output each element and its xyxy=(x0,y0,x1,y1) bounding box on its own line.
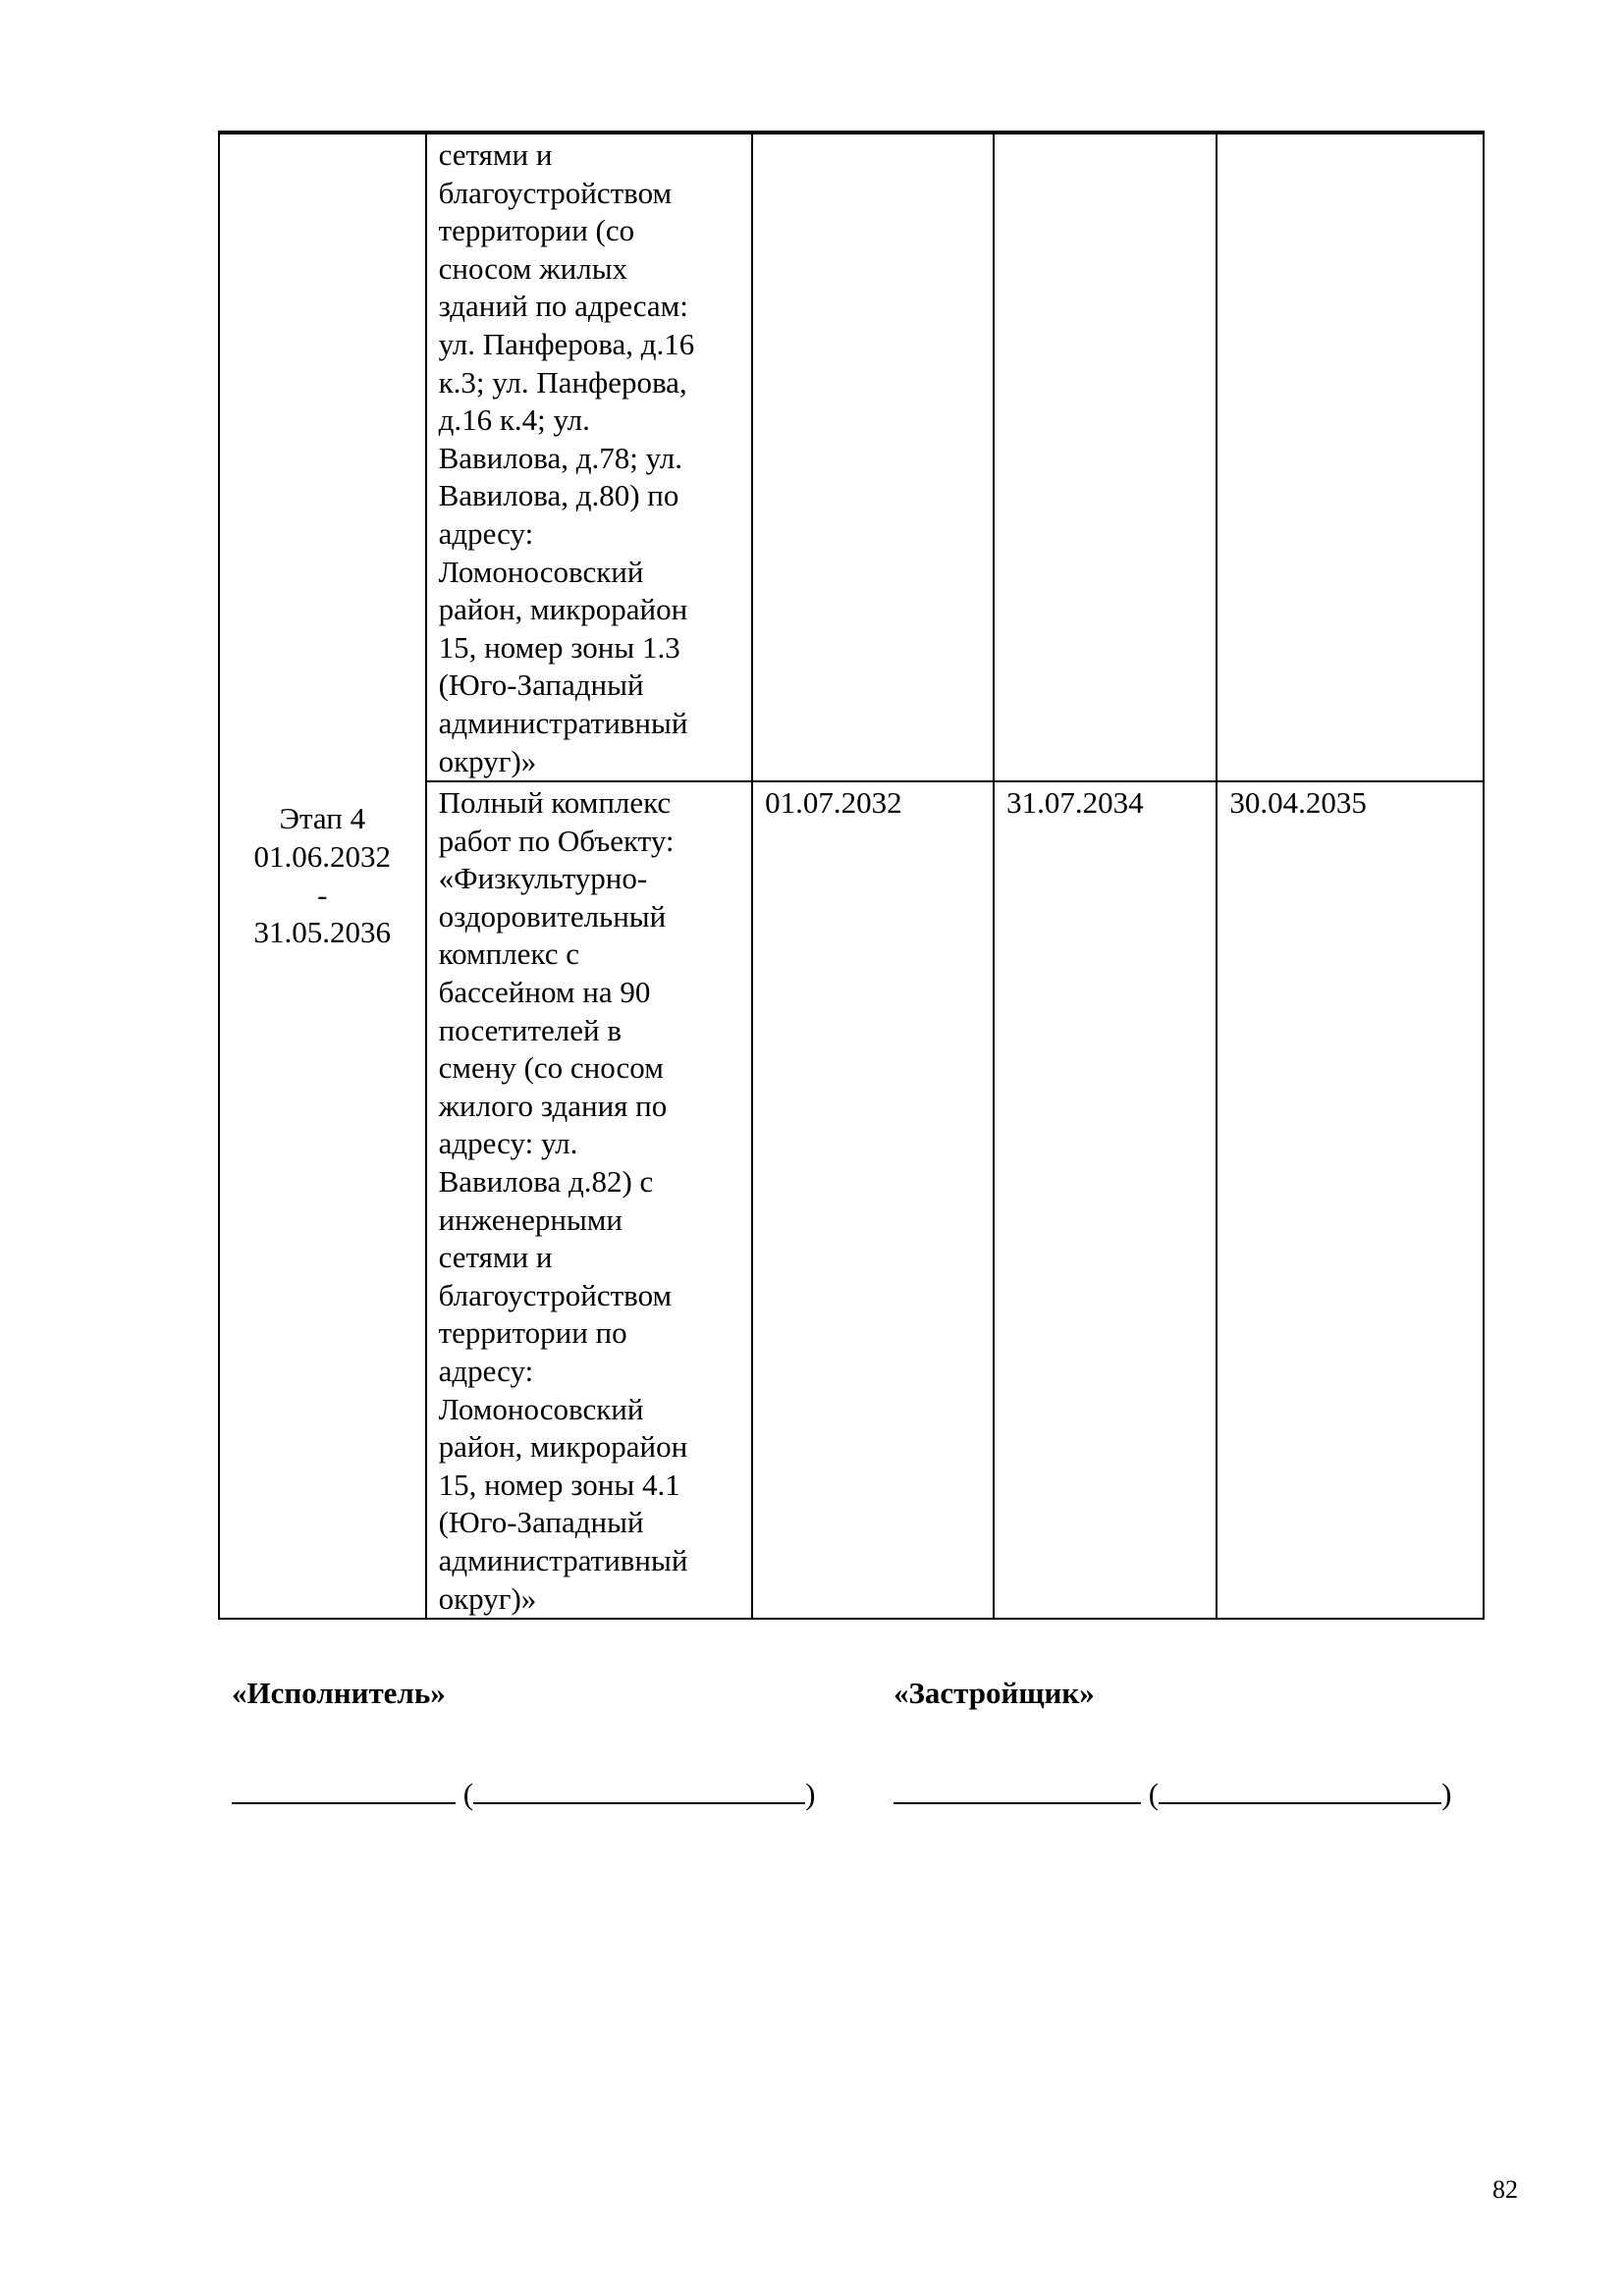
date-commission-cell: 30.04.2035 xyxy=(1217,781,1484,1619)
date-start-cell xyxy=(752,133,994,781)
paren-open: ( xyxy=(456,1777,474,1811)
name-blank xyxy=(473,1773,805,1804)
developer-label: «Застройщик» xyxy=(893,1676,1095,1710)
paren-close: ) xyxy=(1441,1777,1452,1811)
stage-end-date: 31.05.2036 xyxy=(253,915,392,950)
date-end-cell xyxy=(994,133,1217,781)
stage-dash: - xyxy=(317,877,328,912)
signature-block xyxy=(232,1675,1479,1822)
page-number: 82 xyxy=(1492,2175,1518,2204)
stage-cell xyxy=(219,133,426,1619)
date-end-cell: 31.07.2034 xyxy=(994,781,1217,1619)
stage-label: Этап 4 xyxy=(279,801,366,836)
description-text: Полный комплекс работ по Объекту: «Физкультурно- оздоровительный комплекс с бассейном на 90 посетителей в смену (со сносом жилого здания по адресу: ул. Вавилова д.82) с инженерными сетями и благоустройством территории по адресу: Ломоносовский район, микрорайон 15, номер зоны 4.1 (Юго-Западный административный округ)» xyxy=(438,785,688,1616)
table-row xyxy=(219,133,1484,781)
signature-blank xyxy=(232,1773,456,1804)
date-commission-cell xyxy=(1217,133,1484,781)
stage-start-date: 01.06.2032 xyxy=(253,838,392,874)
date-start-cell: 01.07.2032 xyxy=(752,781,994,1619)
paren-open: ( xyxy=(1141,1777,1160,1811)
description-text: сетями и благоустройством территории (со сносом жилых зданий по адресам: ул. Панферова, д.16 к.3; ул. Панферова, д.16 к.4; ул. Вавилова, д.78; ул. Вавилова, д.80) по адресу: Ломоносовский район, микрорайон 15, номер зоны 1.3 (Юго-Западный административный округ)» xyxy=(438,137,695,778)
paren-close: ) xyxy=(805,1777,816,1811)
executor-label: «Исполнитель» xyxy=(232,1676,446,1710)
signature-blank xyxy=(893,1773,1141,1804)
description-cell xyxy=(426,781,753,1619)
schedule-table xyxy=(218,131,1485,1620)
executor-signature-line xyxy=(232,1773,815,1813)
name-blank xyxy=(1159,1773,1441,1804)
description-cell xyxy=(426,133,753,781)
developer-signature-line xyxy=(893,1773,1451,1813)
